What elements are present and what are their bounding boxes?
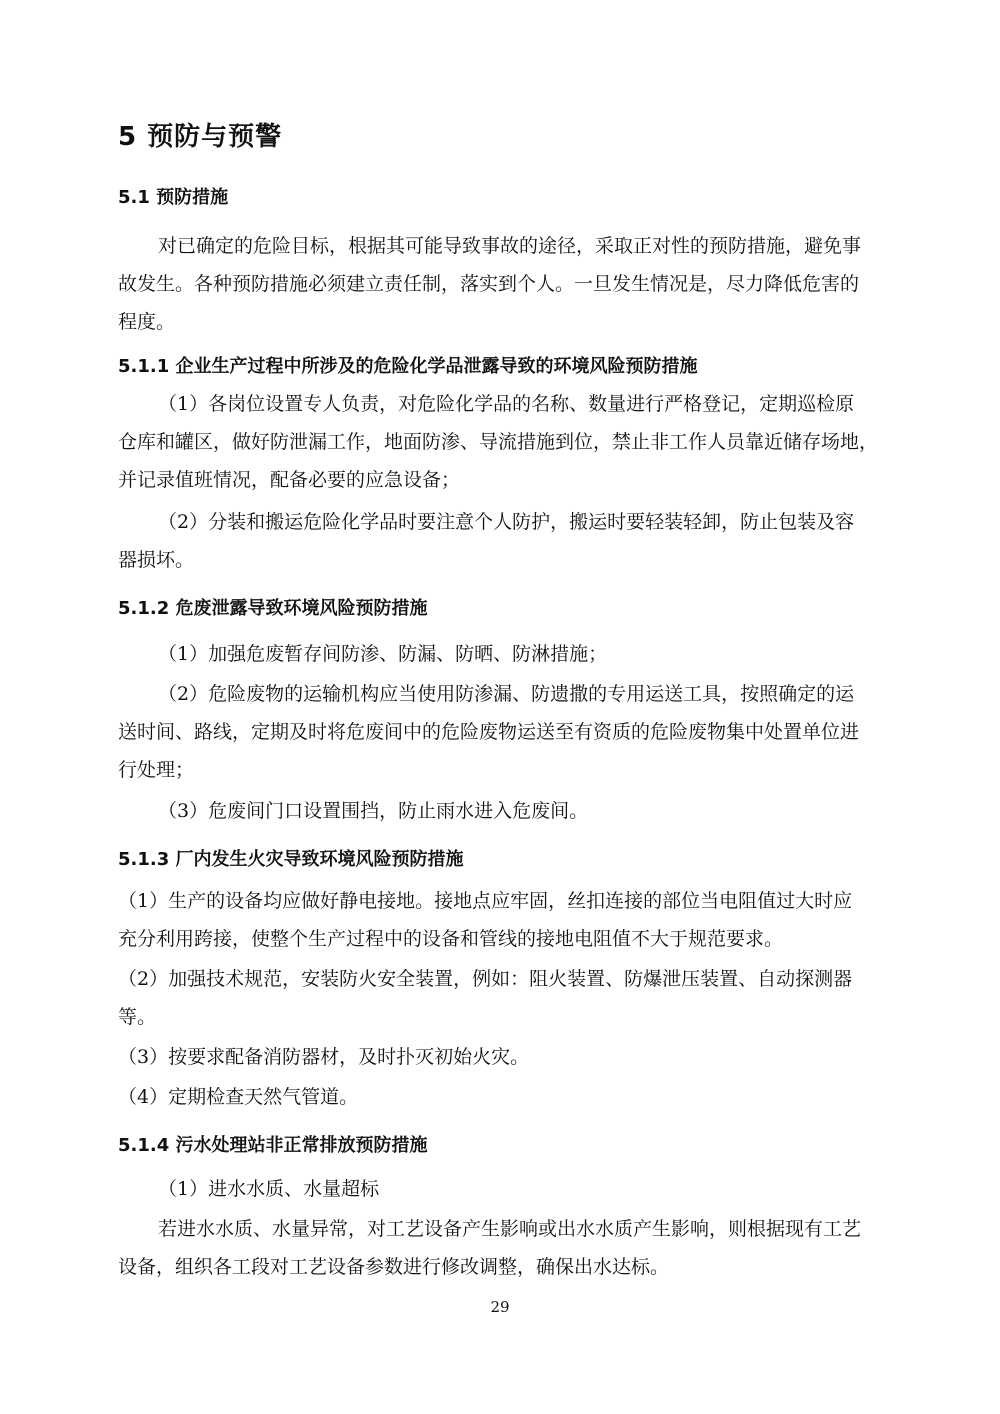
- text-line: 等。: [118, 1006, 157, 1028]
- section-5-1-1-title: 5.1.1 企业生产过程中所涉及的危险化学品泄露导致的环境风险预防措施: [118, 356, 698, 377]
- text-line: （3）按要求配备消防器材，及时扑灭初始火灾。: [118, 1046, 530, 1068]
- text-line: （1）各岗位设置专人负责，对危险化学品的名称、数量进行严格登记，定期巡检原: [158, 393, 855, 415]
- text-line: （2）加强技术规范，安装防火安全装置，例如：阻火装置、防爆泄压装置、自动探测器: [118, 968, 853, 990]
- text-line: （4）定期检查天然气管道。: [118, 1086, 359, 1108]
- section-5-1-3-title: 5.1.3 厂内发生火灾导致环境风险预防措施: [118, 849, 464, 870]
- section-5-1-3-p3: [118, 1038, 908, 1076]
- section-5-1-2-title: 5.1.2 危废泄露导致环境风险预防措施: [118, 598, 428, 619]
- section-5-1-4-p2: [118, 1210, 908, 1286]
- text-line: 故发生。各种预防措施必须建立责任制，落实到个人。一旦发生情况是，尽力降低危害的: [118, 273, 860, 295]
- section-5-1-1-p1: [118, 385, 908, 499]
- section-5-1-title: 5.1 预防措施: [118, 187, 229, 208]
- text-line: 送时间、路线，定期及时将危废间中的危险废物运送至有资质的危险废物集中处置单位进: [118, 721, 860, 743]
- text-line: 并记录值班情况，配备必要的应急设备；: [118, 469, 461, 491]
- section-5-1-intro: [118, 227, 908, 341]
- section-5-1-4-p1: [118, 1170, 908, 1208]
- section-5-1-2-p3: [118, 792, 908, 830]
- section-5-1-3-p2: [118, 960, 908, 1036]
- text-line: 若进水水质、水量异常，对工艺设备产生影响或出水水质产生影响，则根据现有工艺: [158, 1218, 862, 1240]
- text-line: 器损坏。: [118, 549, 195, 571]
- chapter-heading: 5 预防与预警: [118, 122, 283, 152]
- section-5-1-2-p1: [118, 635, 908, 673]
- page-number: 29: [490, 1298, 510, 1316]
- text-line: （2）分装和搬运危险化学品时要注意个人防护，搬运时要轻装轻卸，防止包装及容: [158, 511, 855, 533]
- section-5-1-1-p2: [118, 503, 908, 579]
- section-5-1-3-p4: [118, 1078, 908, 1116]
- text-line: 设备，组织各工段对工艺设备参数进行修改调整，确保出水达标。: [118, 1256, 670, 1278]
- text-line: （1）进水水质、水量超标: [158, 1178, 380, 1200]
- text-line: 仓库和罐区，做好防泄漏工作，地面防渗、导流措施到位，禁止非工作人员靠近储存场地，: [118, 431, 879, 453]
- text-line: 行处理；: [118, 759, 195, 781]
- text-line: （1）加强危废暂存间防渗、防漏、防晒、防淋措施；: [158, 643, 608, 665]
- section-5-1-3-p1: [118, 882, 908, 958]
- text-line: 充分利用跨接，使整个生产过程中的设备和管线的接地电阻值不大于规范要求。: [118, 928, 784, 950]
- text-line: （2）危险废物的运输机构应当使用防渗漏、防遗撒的专用运送工具，按照确定的运: [158, 683, 855, 705]
- text-line: 对已确定的危险目标，根据其可能导致事故的途径，采取正对性的预防措施，避免事: [158, 235, 862, 257]
- section-5-1-2-p2: [118, 675, 908, 789]
- section-5-1-4-title: 5.1.4 污水处理站非正常排放预防措施: [118, 1135, 428, 1156]
- text-line: 程度。: [118, 311, 176, 333]
- text-line: （1）生产的设备均应做好静电接地。接地点应牢固，丝扣连接的部位当电阻值过大时应: [118, 890, 853, 912]
- text-line: （3）危废间门口设置围挡，防止雨水进入危废间。: [158, 800, 589, 822]
